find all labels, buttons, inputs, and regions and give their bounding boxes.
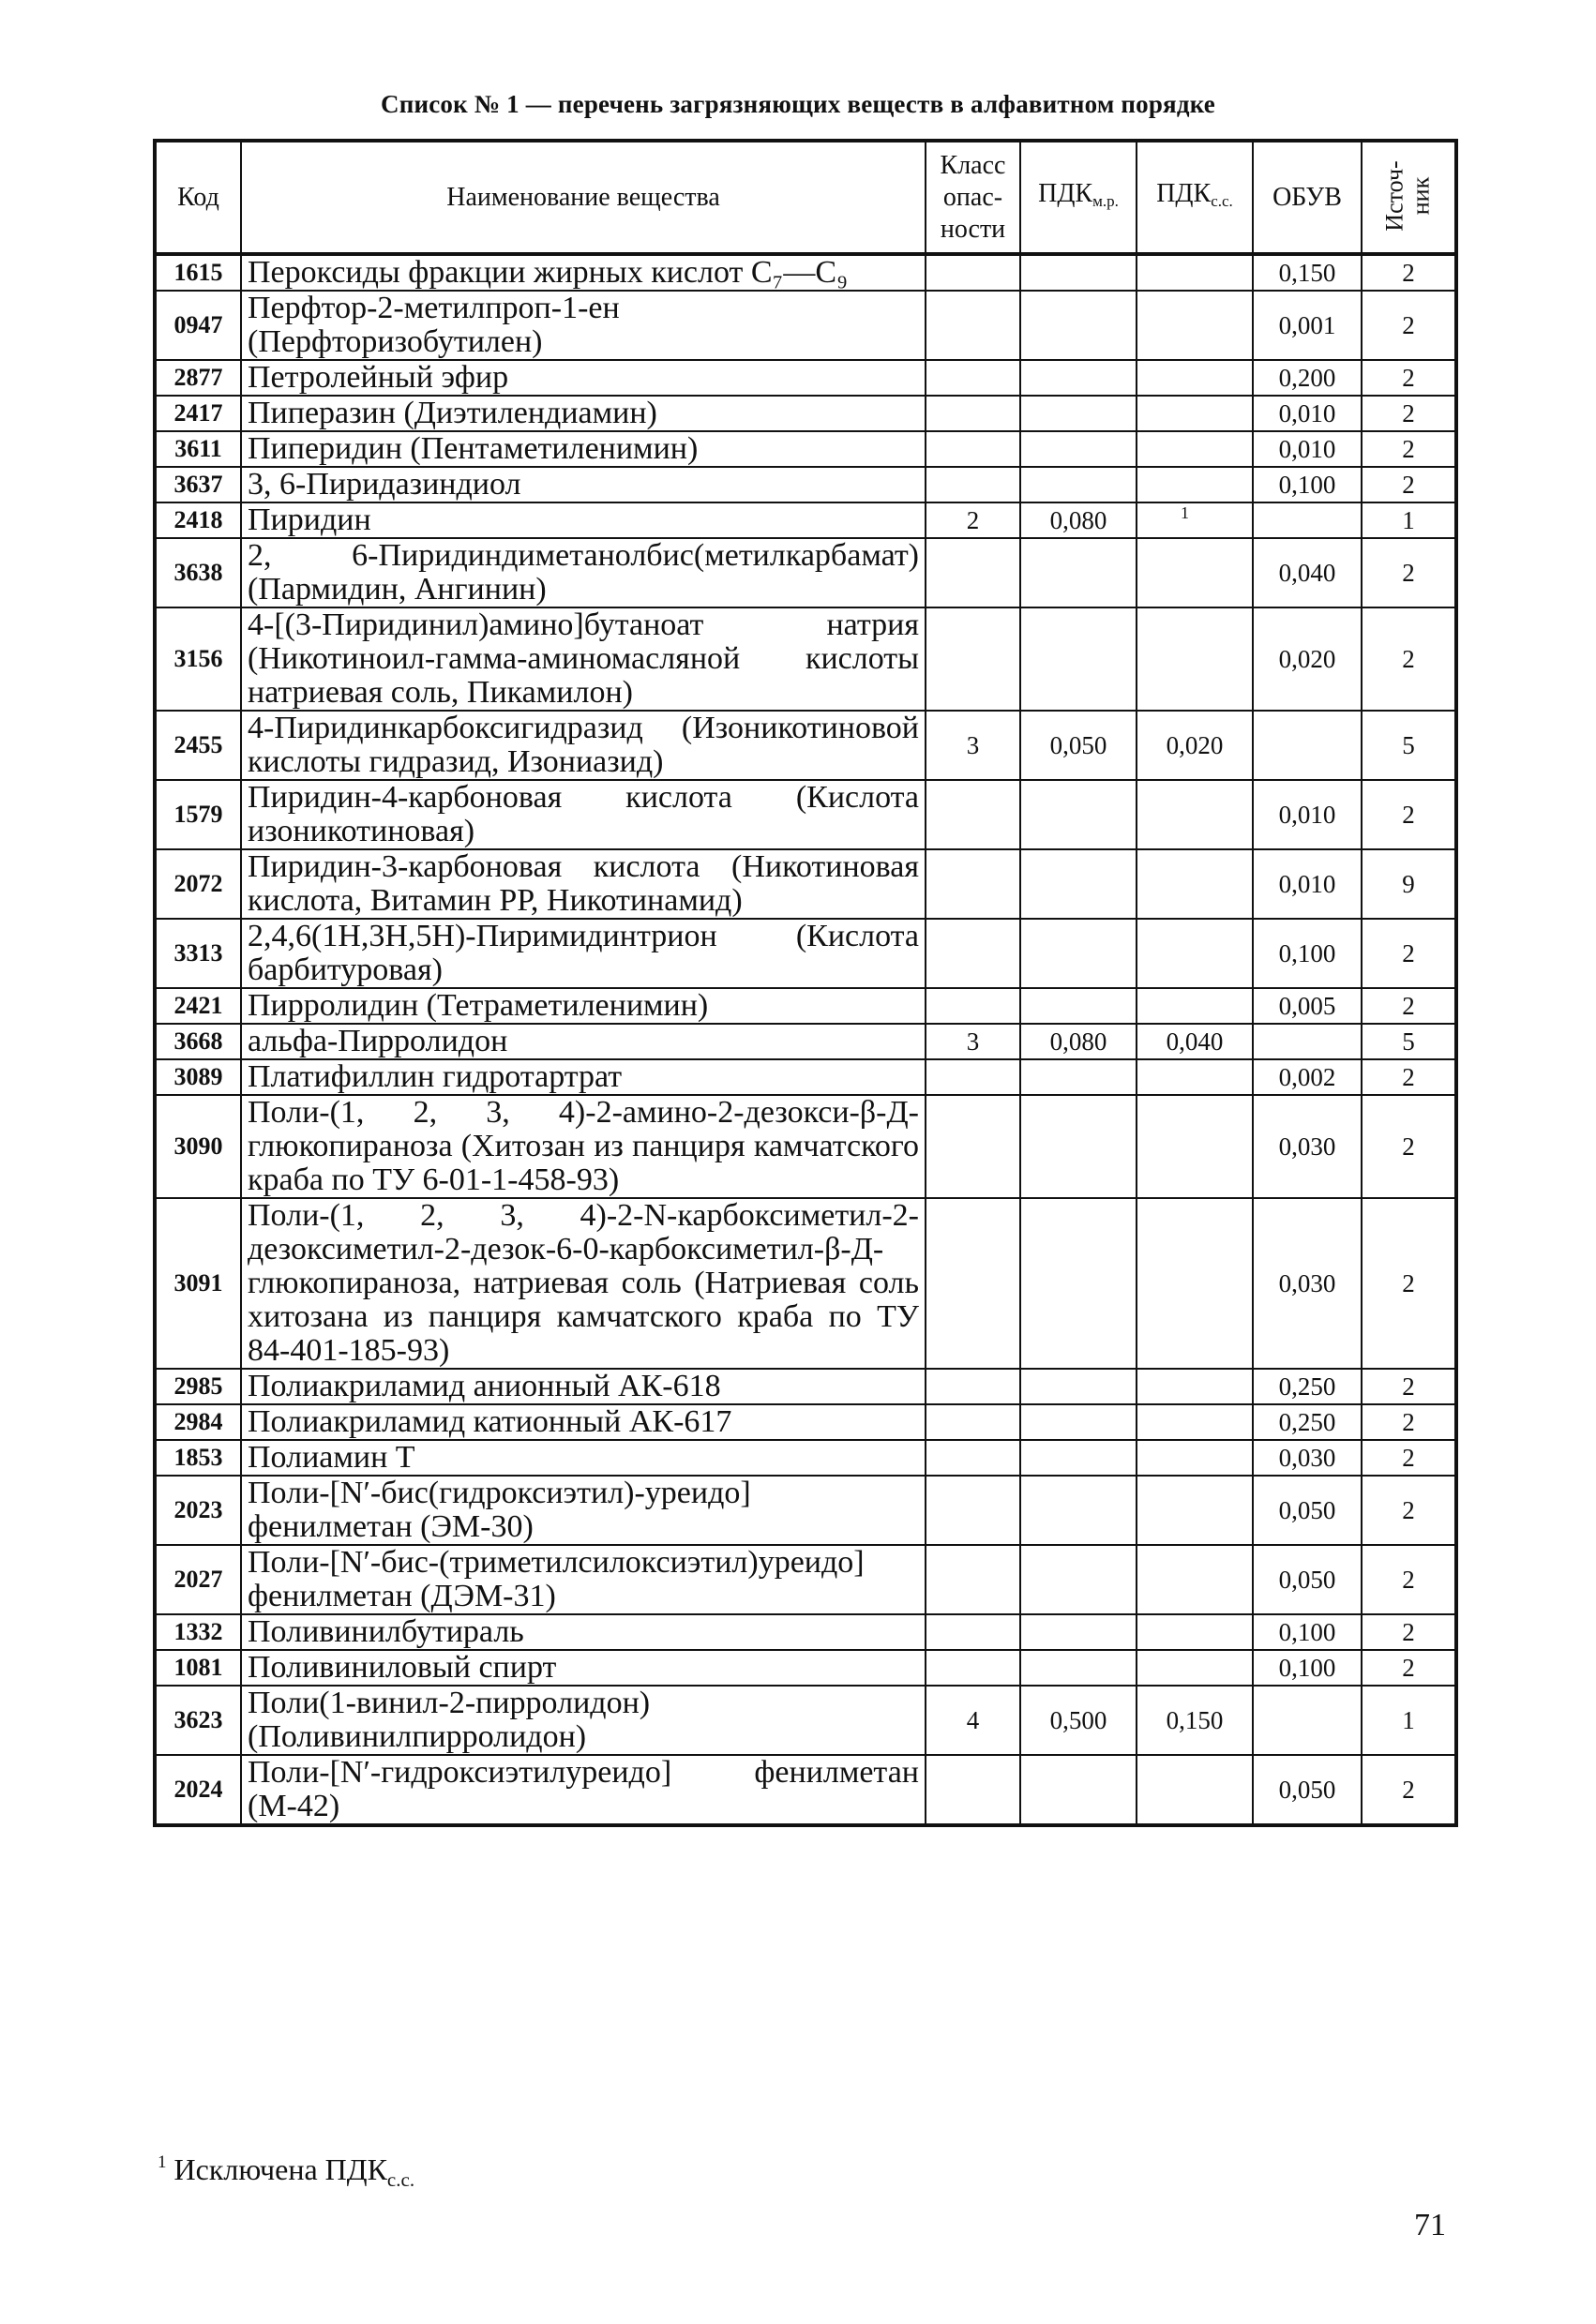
cell-code: 1081: [155, 1650, 241, 1686]
cell-hazard-class: [926, 1614, 1020, 1650]
cell-hazard-class: [926, 1755, 1020, 1825]
cell-pdk-mr: [1020, 431, 1137, 467]
cell-pdk-ss: [1137, 1198, 1253, 1369]
footnote-text: Исключена ПДК: [173, 2152, 387, 2186]
table-row: [155, 1476, 1456, 1545]
cell-obuv: 0,005: [1253, 988, 1362, 1024]
header-hazard-class-line-1: Класс: [940, 150, 1006, 180]
table-row: [155, 467, 1456, 502]
header-pdk-ss-label: ПДК: [1156, 178, 1212, 208]
table-row: [155, 291, 1456, 360]
cell-pdk-ss: [1137, 607, 1253, 711]
cell-code: 1332: [155, 1614, 241, 1650]
cell-pdk-mr: [1020, 538, 1137, 607]
cell-source: 2: [1362, 1404, 1456, 1440]
cell-hazard-class: [926, 1404, 1020, 1440]
cell-code: 3611: [155, 431, 241, 467]
cell-code: 1853: [155, 1440, 241, 1476]
cell-pdk-mr: [1020, 467, 1137, 502]
cell-hazard-class: [926, 254, 1020, 291]
cell-pdk-mr: [1020, 1755, 1137, 1825]
table-row: [155, 1404, 1456, 1440]
cell-name: Пиридин-4-карбоновая кислота (Кислота изоникотиновая): [241, 780, 926, 849]
header-hazard-class: [926, 141, 1020, 254]
cell-hazard-class: [926, 607, 1020, 711]
cell-name: 3, 6-Пиридазиндиол: [241, 467, 926, 502]
cell-pdk-ss: [1137, 538, 1253, 607]
cell-pdk-ss: [1137, 360, 1253, 396]
cell-obuv: [1253, 502, 1362, 538]
cell-hazard-class: 3: [926, 711, 1020, 780]
cell-pdk-mr: [1020, 360, 1137, 396]
cell-pdk-ss: [1137, 1476, 1253, 1545]
header-hazard-class-line-2: опас-: [942, 182, 1003, 212]
cell-pdk-ss: [1137, 988, 1253, 1024]
cell-name: Пиридин-3-карбоновая кислота (Никотиновая кислота, Витамин РР, Никотинамид): [241, 849, 926, 919]
header-source: [1362, 141, 1456, 254]
cell-source: 2: [1362, 360, 1456, 396]
table-row: [155, 1440, 1456, 1476]
cell-source: 2: [1362, 291, 1456, 360]
cell-name: Поли-[N′-бис-(триметилсилоксиэтил)уреидо] фенилметан (ДЭМ-31): [241, 1545, 926, 1614]
cell-hazard-class: 4: [926, 1686, 1020, 1755]
cell-obuv: 0,030: [1253, 1095, 1362, 1198]
substances-table-container: [153, 139, 1454, 1827]
cell-pdk-ss: [1137, 1404, 1253, 1440]
cell-obuv: 0,150: [1253, 254, 1362, 291]
cell-code: 1615: [155, 254, 241, 291]
cell-code: 3090: [155, 1095, 241, 1198]
table-row: [155, 431, 1456, 467]
cell-source: 2: [1362, 538, 1456, 607]
table-row: [155, 1095, 1456, 1198]
cell-pdk-mr: 0,050: [1020, 711, 1137, 780]
cell-pdk-ss: [1137, 1369, 1253, 1404]
cell-hazard-class: [926, 1369, 1020, 1404]
cell-code: 3091: [155, 1198, 241, 1369]
table-row: [155, 1614, 1456, 1650]
table-body: [155, 254, 1456, 1825]
cell-obuv: [1253, 1024, 1362, 1059]
substances-table: [153, 139, 1458, 1827]
cell-pdk-mr: [1020, 1095, 1137, 1198]
cell-source: 2: [1362, 467, 1456, 502]
table-row: [155, 849, 1456, 919]
cell-source: 5: [1362, 1024, 1456, 1059]
table-row: [155, 1650, 1456, 1686]
cell-pdk-mr: [1020, 988, 1137, 1024]
cell-hazard-class: [926, 1095, 1020, 1198]
cell-pdk-ss: [1137, 919, 1253, 988]
cell-name: Поли-(1, 2, 3, 4)-2-амино-2-дезокси-β-Д-глюкопираноза (Хитозан из панциря камчатского краба по ТУ 6-01-1-458-93): [241, 1095, 926, 1198]
cell-obuv: [1253, 711, 1362, 780]
cell-obuv: 0,100: [1253, 467, 1362, 502]
cell-hazard-class: [926, 360, 1020, 396]
footnote-sub: с.с.: [386, 2168, 415, 2191]
cell-name: Поли-(1, 2, 3, 4)-2-N-карбоксиметил-2-дезоксиметил-2-дезок-6-0-карбоксиметил-β-Д-глюкопираноза, натриевая соль (Натриевая соль хитозана из панциря камчатского краба по ТУ 84-401-185-93): [241, 1198, 926, 1369]
cell-source: 2: [1362, 1369, 1456, 1404]
cell-source: 2: [1362, 1059, 1456, 1095]
table-row: [155, 538, 1456, 607]
table-row: [155, 919, 1456, 988]
cell-name: 2,4,6(1Н,3Н,5Н)-Пиримидинтрион (Кислота барбитуровая): [241, 919, 926, 988]
header-obuv: ОБУВ: [1253, 141, 1362, 254]
cell-code: 2417: [155, 396, 241, 431]
cell-pdk-ss: 0,040: [1137, 1024, 1253, 1059]
table-row: [155, 1198, 1456, 1369]
table-row: [155, 254, 1456, 291]
cell-pdk-ss: [1137, 780, 1253, 849]
cell-obuv: 0,030: [1253, 1440, 1362, 1476]
cell-code: 3668: [155, 1024, 241, 1059]
cell-pdk-mr: [1020, 291, 1137, 360]
header-pdk-mr: [1020, 141, 1137, 254]
cell-pdk-ss: [1137, 396, 1253, 431]
cell-hazard-class: [926, 780, 1020, 849]
cell-obuv: 0,100: [1253, 1650, 1362, 1686]
cell-name: Поли(1-винил-2-пирролидон) (Поливинилпирролидон): [241, 1686, 926, 1755]
cell-code: 2418: [155, 502, 241, 538]
cell-pdk-ss: [1137, 1755, 1253, 1825]
cell-name: Пиридин: [241, 502, 926, 538]
cell-name: альфа-Пирролидон: [241, 1024, 926, 1059]
cell-obuv: 0,030: [1253, 1198, 1362, 1369]
cell-pdk-ss: [1137, 1440, 1253, 1476]
table-row: [155, 780, 1456, 849]
cell-pdk-mr: [1020, 1545, 1137, 1614]
cell-name: 2, 6-Пиридиндиметанолбис(метилкарбамат) (Пармидин, Ангинин): [241, 538, 926, 607]
cell-name: Полиакриламид катионный АК-617: [241, 1404, 926, 1440]
cell-obuv: 0,002: [1253, 1059, 1362, 1095]
cell-name: Пиперазин (Диэтилендиамин): [241, 396, 926, 431]
header-source-line-1: Источ-: [1381, 160, 1408, 232]
cell-code: 2072: [155, 849, 241, 919]
cell-hazard-class: [926, 467, 1020, 502]
cell-pdk-ss: 0,150: [1137, 1686, 1253, 1755]
cell-pdk-mr: [1020, 780, 1137, 849]
cell-pdk-mr: [1020, 1650, 1137, 1686]
cell-code: 2455: [155, 711, 241, 780]
cell-pdk-ss: [1137, 1095, 1253, 1198]
cell-pdk-ss: [1137, 1059, 1253, 1095]
cell-hazard-class: [926, 1059, 1020, 1095]
cell-hazard-class: 2: [926, 502, 1020, 538]
cell-source: 2: [1362, 1755, 1456, 1825]
cell-pdk-mr: [1020, 919, 1137, 988]
cell-obuv: 0,100: [1253, 919, 1362, 988]
cell-obuv: 0,020: [1253, 607, 1362, 711]
table-row: [155, 988, 1456, 1024]
cell-source: 2: [1362, 1545, 1456, 1614]
cell-name: 4-[(3-Пиридинил)амино]бутаноат натрия (Никотиноил-гамма-аминомасляной кислоты натриевая соль, Пикамилон): [241, 607, 926, 711]
table-row: [155, 1755, 1456, 1825]
table-row: [155, 1059, 1456, 1095]
cell-obuv: [1253, 1686, 1362, 1755]
cell-source: 2: [1362, 919, 1456, 988]
cell-hazard-class: [926, 396, 1020, 431]
cell-hazard-class: [926, 919, 1020, 988]
cell-name: Пероксиды фракции жирных кислот С₇—С₉: [241, 254, 926, 291]
cell-name: Пиперидин (Пентаметиленимин): [241, 431, 926, 467]
cell-obuv: 0,250: [1253, 1404, 1362, 1440]
cell-code: 3637: [155, 467, 241, 502]
cell-code: 2984: [155, 1404, 241, 1440]
cell-pdk-mr: [1020, 396, 1137, 431]
header-name: Наименование вещества: [241, 141, 926, 254]
footnote: [158, 2152, 414, 2192]
footnote-mark: 1: [158, 2152, 167, 2172]
table-row: [155, 360, 1456, 396]
cell-name: Петролейный эфир: [241, 360, 926, 396]
cell-source: 2: [1362, 1614, 1456, 1650]
cell-pdk-ss: [1137, 291, 1253, 360]
cell-hazard-class: [926, 1440, 1020, 1476]
cell-source: 2: [1362, 780, 1456, 849]
cell-pdk-mr: [1020, 607, 1137, 711]
cell-pdk-ss: [1137, 849, 1253, 919]
table-row: [155, 502, 1456, 538]
cell-hazard-class: [926, 1476, 1020, 1545]
cell-source: 2: [1362, 1650, 1456, 1686]
cell-code: 2421: [155, 988, 241, 1024]
cell-hazard-class: [926, 988, 1020, 1024]
cell-code: 3156: [155, 607, 241, 711]
cell-name: Поли-[N′-гидроксиэтилуреидо] фенилметан (М-42): [241, 1755, 926, 1825]
cell-pdk-ss: [1137, 1650, 1253, 1686]
cell-code: 1579: [155, 780, 241, 849]
cell-code: 0947: [155, 291, 241, 360]
cell-obuv: 0,010: [1253, 780, 1362, 849]
cell-source: 1: [1362, 1686, 1456, 1755]
header-source-vertical: [1382, 160, 1435, 231]
cell-obuv: 0,040: [1253, 538, 1362, 607]
cell-obuv: 0,050: [1253, 1545, 1362, 1614]
cell-name: Платифиллин гидротартрат: [241, 1059, 926, 1095]
cell-pdk-mr: 0,080: [1020, 1024, 1137, 1059]
cell-name: Пирролидин (Тетраметиленимин): [241, 988, 926, 1024]
cell-source: 2: [1362, 1476, 1456, 1545]
header-pdk-ss: [1137, 141, 1253, 254]
cell-name: Поливиниловый спирт: [241, 1650, 926, 1686]
cell-hazard-class: [926, 1650, 1020, 1686]
cell-code: 2985: [155, 1369, 241, 1404]
cell-source: 1: [1362, 502, 1456, 538]
cell-name: 4-Пиридинкарбоксигидразид (Изоникотиновой кислоты гидразид, Изониазид): [241, 711, 926, 780]
header-pdk-ss-sub: с.с.: [1211, 191, 1233, 210]
cell-obuv: 0,050: [1253, 1476, 1362, 1545]
cell-pdk-ss: [1137, 254, 1253, 291]
cell-code: 3638: [155, 538, 241, 607]
cell-hazard-class: [926, 431, 1020, 467]
cell-code: 2024: [155, 1755, 241, 1825]
cell-obuv: 0,100: [1253, 1614, 1362, 1650]
cell-pdk-mr: [1020, 1476, 1137, 1545]
cell-source: 2: [1362, 988, 1456, 1024]
cell-pdk-mr: 0,080: [1020, 502, 1137, 538]
cell-source: 5: [1362, 711, 1456, 780]
table-header-row: [155, 141, 1456, 254]
cell-pdk-mr: 0,500: [1020, 1686, 1137, 1755]
header-source-line-2: ник: [1408, 176, 1435, 216]
header-pdk-mr-sub: м.р.: [1092, 191, 1119, 210]
cell-obuv: 0,200: [1253, 360, 1362, 396]
table-row: [155, 396, 1456, 431]
cell-code: 2027: [155, 1545, 241, 1614]
cell-obuv: 0,010: [1253, 396, 1362, 431]
cell-hazard-class: [926, 538, 1020, 607]
cell-obuv: 0,250: [1253, 1369, 1362, 1404]
cell-pdk-mr: [1020, 1404, 1137, 1440]
cell-code: 3089: [155, 1059, 241, 1095]
cell-hazard-class: [926, 1545, 1020, 1614]
header-pdk-mr-label: ПДК: [1038, 178, 1093, 208]
cell-hazard-class: 3: [926, 1024, 1020, 1059]
cell-hazard-class: [926, 291, 1020, 360]
cell-obuv: 0,010: [1253, 431, 1362, 467]
cell-pdk-ss: [1137, 1545, 1253, 1614]
cell-name: Поливинилбутираль: [241, 1614, 926, 1650]
page-number: 71: [1414, 2208, 1446, 2242]
cell-pdk-mr: [1020, 1198, 1137, 1369]
cell-obuv: 0,010: [1253, 849, 1362, 919]
table-row: [155, 1686, 1456, 1755]
cell-pdk-ss: 1: [1137, 502, 1253, 538]
cell-pdk-mr: [1020, 254, 1137, 291]
table-row: [155, 711, 1456, 780]
header-hazard-class-line-3: ности: [940, 214, 1006, 244]
cell-name: Перфтор-2-метилпроп-1-ен (Перфторизобутилен): [241, 291, 926, 360]
cell-code: 2023: [155, 1476, 241, 1545]
cell-pdk-ss: [1137, 431, 1253, 467]
cell-name: Полиамин Т: [241, 1440, 926, 1476]
cell-pdk-mr: [1020, 849, 1137, 919]
cell-source: 9: [1362, 849, 1456, 919]
cell-pdk-mr: [1020, 1059, 1137, 1095]
table-row: [155, 607, 1456, 711]
cell-hazard-class: [926, 849, 1020, 919]
header-code: Код: [155, 141, 241, 254]
cell-source: 2: [1362, 1198, 1456, 1369]
cell-pdk-mr: [1020, 1614, 1137, 1650]
cell-code: 3623: [155, 1686, 241, 1755]
cell-source: 2: [1362, 254, 1456, 291]
cell-name: Поли-[N′-бис(гидроксиэтил)-уреидо] фенилметан (ЭМ-30): [241, 1476, 926, 1545]
cell-source: 2: [1362, 1440, 1456, 1476]
cell-source: 2: [1362, 1095, 1456, 1198]
table-row: [155, 1545, 1456, 1614]
cell-pdk-ss: [1137, 1614, 1253, 1650]
cell-code: 3313: [155, 919, 241, 988]
cell-source: 2: [1362, 607, 1456, 711]
cell-pdk-ss: 0,020: [1137, 711, 1253, 780]
cell-hazard-class: [926, 1198, 1020, 1369]
cell-obuv: 0,001: [1253, 291, 1362, 360]
cell-source: 2: [1362, 431, 1456, 467]
page-title: Список № 1 — перечень загрязняющих веществ в алфавитном порядке: [381, 90, 1215, 118]
cell-pdk-mr: [1020, 1369, 1137, 1404]
cell-code: 2877: [155, 360, 241, 396]
cell-source: 2: [1362, 396, 1456, 431]
table-row: [155, 1369, 1456, 1404]
cell-pdk-mr: [1020, 1440, 1137, 1476]
cell-name: Полиакриламид анионный АК-618: [241, 1369, 926, 1404]
cell-obuv: 0,050: [1253, 1755, 1362, 1825]
table-row: [155, 1024, 1456, 1059]
cell-pdk-ss: [1137, 467, 1253, 502]
